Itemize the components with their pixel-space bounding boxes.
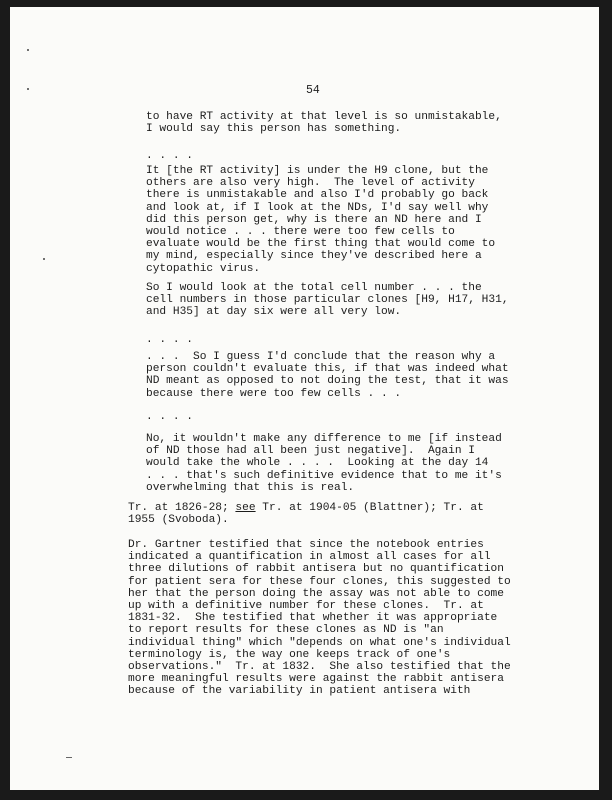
- body-paragraph: Dr. Gartner testified that since the notebook entries indicated a quantification in almost all cases for all three dilutions of rabbit antisera but no quantification for patient sera for these four clones, this suggested to her that the person doing the assay was not able to come up with a definitive number for these clones. Tr. at 1831-32. She testified that whether it was appropriate to report results for these clones as ND is "an individual thing" which "depends on what one's individual terminology is, the way one keeps track of one's observations." Tr. at 1832. She also testified that the more meaningful results were against the rabbit antisera because of the variability in patient antisera with: [128, 539, 511, 698]
- quote-paragraph-5: No, it wouldn't make any difference to me [if instead of ND those had all been just negative]. Again I would take the whole . . . . Looking at the day 14 . . . that's such definitive evidence that to me it's overwhelming that this is real.: [146, 433, 502, 494]
- quote-paragraph-4: . . . So I guess I'd conclude that the reason why a person couldn't evaluate this, if that was indeed what ND meant as opposed to not doing the test, that it was because there were too few cells . . .: [146, 351, 509, 400]
- citation-see: see: [235, 502, 256, 514]
- quote-ellipsis-2: . . . .: [146, 334, 193, 346]
- scan-speck: [27, 88, 29, 90]
- margin-mark: [66, 757, 72, 758]
- citation-text-2: Tr. at 1904-05 (Blattner); Tr. at 1955 (Svoboda).: [128, 502, 484, 527]
- page-number: 54: [306, 84, 320, 97]
- quote-ellipsis-1: . . . .: [146, 150, 193, 162]
- quote-ellipsis-3: . . . .: [146, 411, 193, 423]
- scan-speck: [27, 49, 29, 51]
- quote-paragraph-1: to have RT activity at that level is so unmistakable, I would say this person has something.: [146, 111, 502, 136]
- quote-paragraph-2: It [the RT activity] is under the H9 clone, but the others are also very high. The level of activity there is unmistakable and also I'd probably go back and look at, if I look at the NDs, I'd say well why did this person get, why is there an ND here and I would notice . . . there were too few cells to evaluate would be the first thing that would come to my mind, especially since they've described here a cytopathic virus.: [146, 165, 496, 275]
- quote-paragraph-3: So I would look at the total cell number . . . the cell numbers in those particular clones [H9, H17, H31, and H35] at day six were all very low.: [146, 282, 509, 319]
- citation: [128, 502, 484, 526]
- scan-speck: [43, 258, 45, 260]
- citation-text-1: Tr. at 1826-28;: [128, 502, 236, 514]
